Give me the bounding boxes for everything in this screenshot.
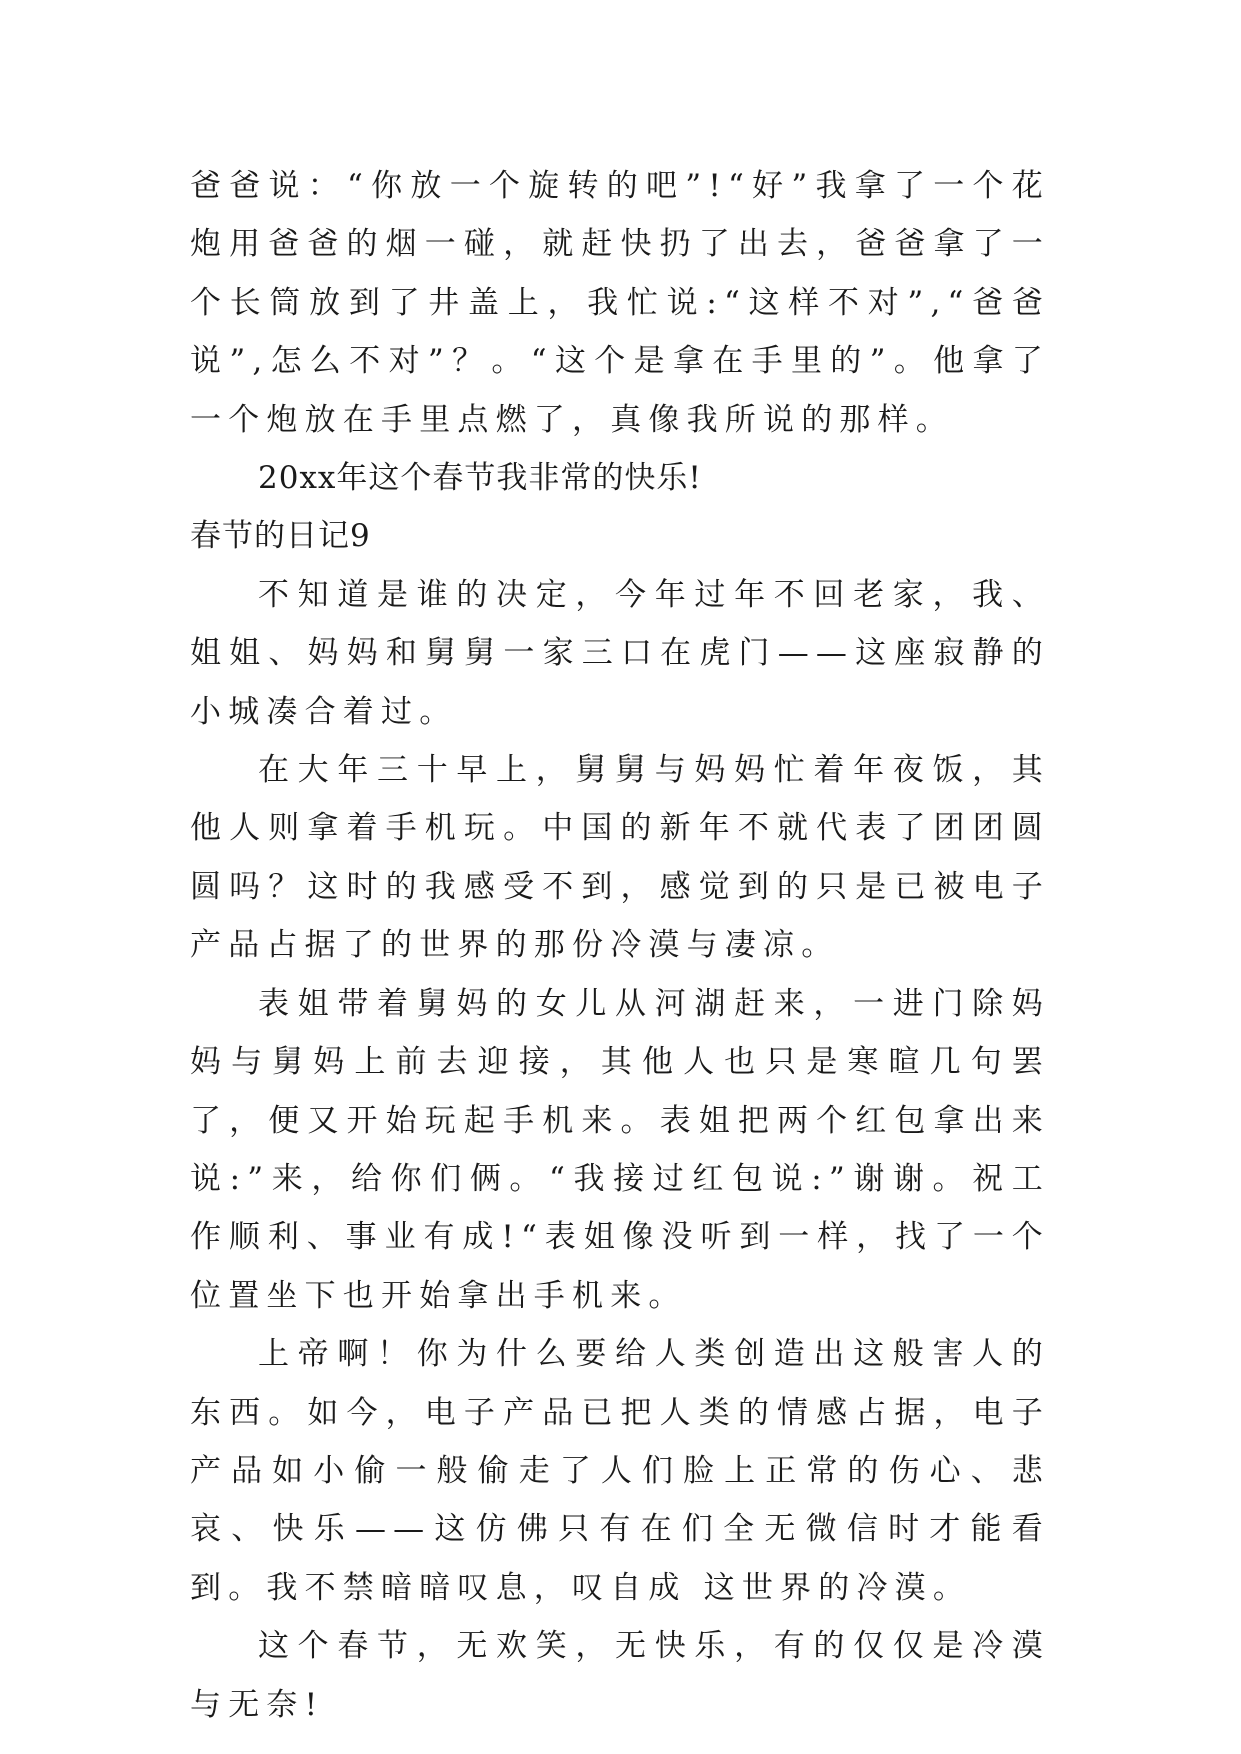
section-heading: 春节的日记9 [190,518,371,555]
document-body [190,157,1050,1734]
paragraph-2: 20xx年这个春节我非常的快乐! [258,460,702,497]
paragraph-7: 这个春节，无欢笑，无快乐，有的仅仅是冷漠与无奈! [190,1628,1050,1723]
paragraph-1: 爸爸说：“你放一个旋转的吧”!“好”我拿了一个花炮用爸爸的烟一碰，就赶快扔了出去，爸爸拿了一个长筒放到了井盖上，我忙说:“这样不对”,“爸爸说”,怎么不对”？。“这个是拿在手里的”。他拿了一个炮放在手里点燃了，真像我所说的那样。 [190,168,1050,438]
paragraph-6: 上帝啊！你为什么要给人类创造出这般害人的东西。如今，电子产品已把人类的情感占据，电子产品如小偷一般偷走了人们脸上正常的伤心、悲哀、快乐——这仿佛只有在们全无微信时才能看到。我不禁暗暗叹息，叹自成 这世界的冷漠。 [190,1336,1050,1606]
paragraph-5: 表姐带着舅妈的女儿从河湖赶来，一进门除妈妈与舅妈上前去迎接，其他人也只是寒暄几句罢了，便又开始玩起手机来。表姐把两个红包拿出来说:”来，给你们俩。“我接过红包说:”谢谢。祝工作顺利、事业有成!“表姐像没听到一样，找了一个位置坐下也开始拿出手机来。 [190,985,1050,1314]
paragraph-3: 不知道是谁的决定，今年过年不回老家，我、姐姐、妈妈和舅舅一家三口在虎门——这座寂静的小城凑合着过。 [190,576,1050,730]
paragraph-4: 在大年三十早上，舅舅与妈妈忙着年夜饭，其他人则拿着手机玩。中国的新年不就代表了团团圆圆吗？这时的我感受不到，感觉到的只是已被电子产品占据了的世界的那份冷漠与凄凉。 [190,752,1050,964]
